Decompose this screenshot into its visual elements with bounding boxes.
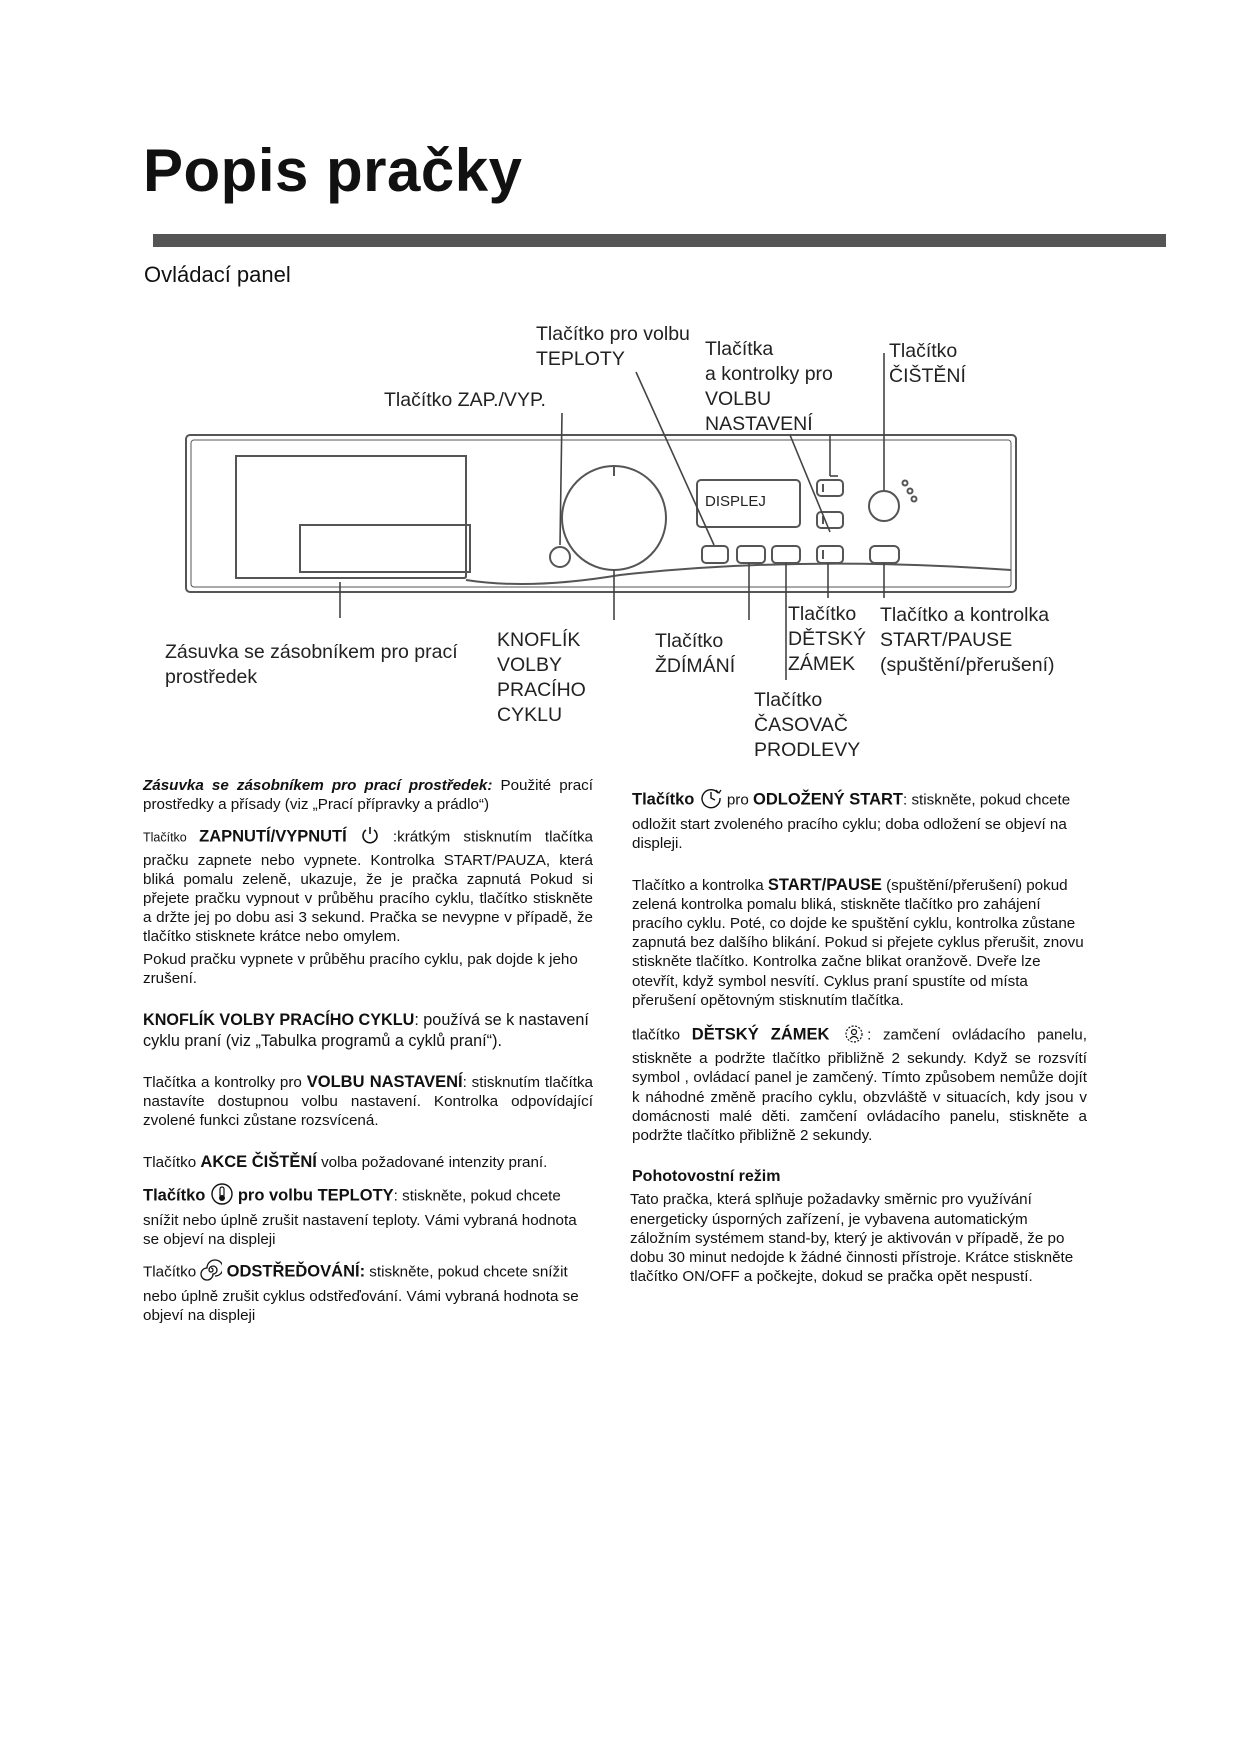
start-key: START/PAUSE xyxy=(767,875,882,894)
callout-zamek: Tlačítko DĚTSKÝ ZÁMEK xyxy=(788,603,867,675)
para-teplota: Tlačítko pro volbu TEPLOTY: stiskněte, pokud chcete snížit nebo úplně zrušit nastavení teploty. Vámi vybraná hodnota se objeví na displeji xyxy=(143,1182,593,1250)
clean-led-3 xyxy=(912,497,917,502)
zasuvka-heading: Zásuvka se zásobníkem pro prací prostředek: xyxy=(143,777,493,794)
para-odlozeny: Tlačítko pro ODLOŽENÝ START: stiskněte, pokud chcete odložit start zvoleného pracího cyklu; doba odložení se objeví na displeji. xyxy=(632,786,1087,854)
para-odstredovani: Tlačítko ODSTŘEĎOVÁNÍ: stiskněte, pokud chcete snížit nebo úplně zrušit cyklus odstřeďování. Vámi vybraná hodnota se objeví na displeji xyxy=(143,1259,593,1325)
drawer-outline xyxy=(236,456,466,578)
para-zapnuti: Tlačítko ZAPNUTÍ/VYPNUTÍ :krátkým stisknutím tlačítka pračku zapnete nebo vypnete. Kontrolka START/PAUZA, která bliká pomalu zeleně, ukazuje, že je pračka zapnutá Pokud si přejete pračku vypnout v průběhu pracího cyklu, tlačítko stiskněte a držte jej po dobu asi 3 sekund. Pračka se nevypne v případě, že tlačítko stisknete krátce nebo omylem. xyxy=(143,825,593,946)
drawer-handle xyxy=(300,525,470,572)
akce-key: AKCE ČIŠTĚNÍ xyxy=(200,1152,317,1171)
button-option-2 xyxy=(817,512,843,528)
program-knob xyxy=(562,466,666,570)
title-divider xyxy=(153,234,1166,247)
teplota-key: pro volbu TEPLOTY xyxy=(237,1186,394,1205)
panel-outline xyxy=(186,435,1016,592)
odstredovani-key: ODSTŘEĎOVÁNÍ: xyxy=(226,1263,366,1282)
para-akce: Tlačítko AKCE ČIŠTĚNÍ volba požadované intenzity praní. xyxy=(143,1152,548,1171)
para-start: Tlačítko a kontrolka START/PAUSE (spuštění/přerušení) pokud zelená kontrolka pomalu bliká, stiskněte tlačítko pro zahájení pracího cyklu. Poté, co dojde ke spuštění cyklu, kontrolka zůstane zapnutá bez dalšího blikání. Pokud si přejete cyklus přerušit, znovu stiskněte tlačítko. Kontrolka začne blikat oranžově. Dveře lze otevřít, když symbol nesvítí. Cyklus praní spustíte od místa přerušení opětovným stisknutím tlačítka. xyxy=(632,875,1084,1009)
delay-clock-icon xyxy=(699,786,723,815)
spin-icon xyxy=(200,1259,222,1286)
volba-key: VOLBU NASTAVENÍ xyxy=(306,1073,463,1092)
display-screen xyxy=(697,480,800,527)
zapnuti-key: ZAPNUTÍ/VYPNUTÍ xyxy=(199,828,347,847)
zamek-key: DĚTSKÝ ZÁMEK xyxy=(691,1025,830,1044)
child-lock-icon xyxy=(841,1022,867,1049)
button-spin xyxy=(737,546,765,563)
button-clean xyxy=(869,491,899,521)
left-column xyxy=(143,776,593,1325)
knoflik-key: KNOFLÍK VOLBY PRACÍHO CYKLU xyxy=(143,1011,415,1030)
button-child-lock xyxy=(817,546,843,563)
display-label: DISPLEJ xyxy=(705,493,766,510)
para-zasuvka: Zásuvka se zásobníkem pro prací prostředek: Použité prací prostředky a přísady (viz „Prací přípravky a prádlo“) xyxy=(143,777,593,814)
callout-zdimani: Tlačítko ŽDÍMÁNÍ xyxy=(655,630,736,677)
para-zapnuti-2: Pokud pračku vypnete v průběhu pracího cyklu, pak dojde k jeho zrušení. xyxy=(143,950,578,987)
leader-zapvyp xyxy=(560,413,562,545)
page-title: Popis pračky xyxy=(143,137,523,204)
button-option-1 xyxy=(817,480,843,496)
standby-heading: Pohotovostní režim xyxy=(632,1168,781,1186)
leader-teplota xyxy=(636,372,714,545)
panel-inner-outline xyxy=(191,440,1011,587)
para-knoflik: KNOFLÍK VOLBY PRACÍHO CYKLU: používá se k nastavení cyklu praní (viz „Tabulka programů a cyklů praní“). xyxy=(143,1011,589,1050)
leader-volba xyxy=(790,435,830,532)
clean-led-2 xyxy=(908,489,913,494)
power-icon xyxy=(360,825,380,850)
button-start-pause xyxy=(870,546,899,563)
button-delay xyxy=(772,546,800,563)
control-panel-diagram xyxy=(0,0,1241,770)
button-temp xyxy=(702,546,728,563)
para-zamek: tlačítko DĚTSKÝ ZÁMEK : zamčení ovládacího panelu, stiskněte a podržte tlačítko přibližně 2 sekundy. Když se rozsvítí symbol , ovládací panel je zamčený. Tímto způsobem nemůže dojít k náhodné změně pracího cyklu, obzvláště v situacích, kdy jsou v domácnosti malé děti. zamčení ovládacího panelu, stiskněte a podržte tlačítko přibližně 2 sekundy. xyxy=(632,1022,1087,1145)
callout-zasuvka: Zásuvka se zásobníkem pro prací prostředek xyxy=(165,641,458,688)
para-volba: Tlačítka a kontrolky pro VOLBU NASTAVENÍ: stisknutím tlačítka nastavíte dostupnou volbu nastavení. Kontrolka odpovídající zvolené funkci zůstane rozsvícená. xyxy=(143,1073,593,1130)
temperature-icon xyxy=(210,1182,234,1211)
panel-curve xyxy=(466,564,1011,584)
para-standby: Tato pračka, která splňuje požadavky směrnic pro využívání energeticky úsporných zařízení, je vybavena automatickým záložním systémem stand-by, který je aktivován v případě, že po dobu 30 minut nedojde k žádné činnosti přístroje. Krátce stiskněte tlačítko ON/OFF a počkejte, dokud se pračka opět nespustí. xyxy=(630,1191,1074,1286)
callout-teplota: Tlačítko pro volbu TEPLOTY xyxy=(536,323,690,370)
callout-cisteni: Tlačítko ČIŠTĚNÍ xyxy=(889,340,966,387)
section-title: Ovládací panel xyxy=(144,262,291,287)
callout-zapvyp: Tlačítko ZAP./VYP. xyxy=(384,389,546,411)
power-button xyxy=(550,547,570,567)
callout-casovac: Tlačítko ČASOVAČ PRODLEVY xyxy=(754,689,861,761)
callout-volba: Tlačítka a kontrolky pro VOLBU NASTAVENÍ xyxy=(705,338,833,435)
right-column xyxy=(632,786,1087,1286)
panel-drawing xyxy=(0,0,1241,770)
callout-start: Tlačítko a kontrolka START/PAUSE (spuštění/přerušení) xyxy=(880,604,1055,676)
callout-knoflik: KNOFLÍK VOLBY PRACÍHO CYKLU xyxy=(497,629,586,726)
odlozeny-key: ODLOŽENÝ START xyxy=(752,790,904,809)
clean-led-1 xyxy=(903,481,908,486)
